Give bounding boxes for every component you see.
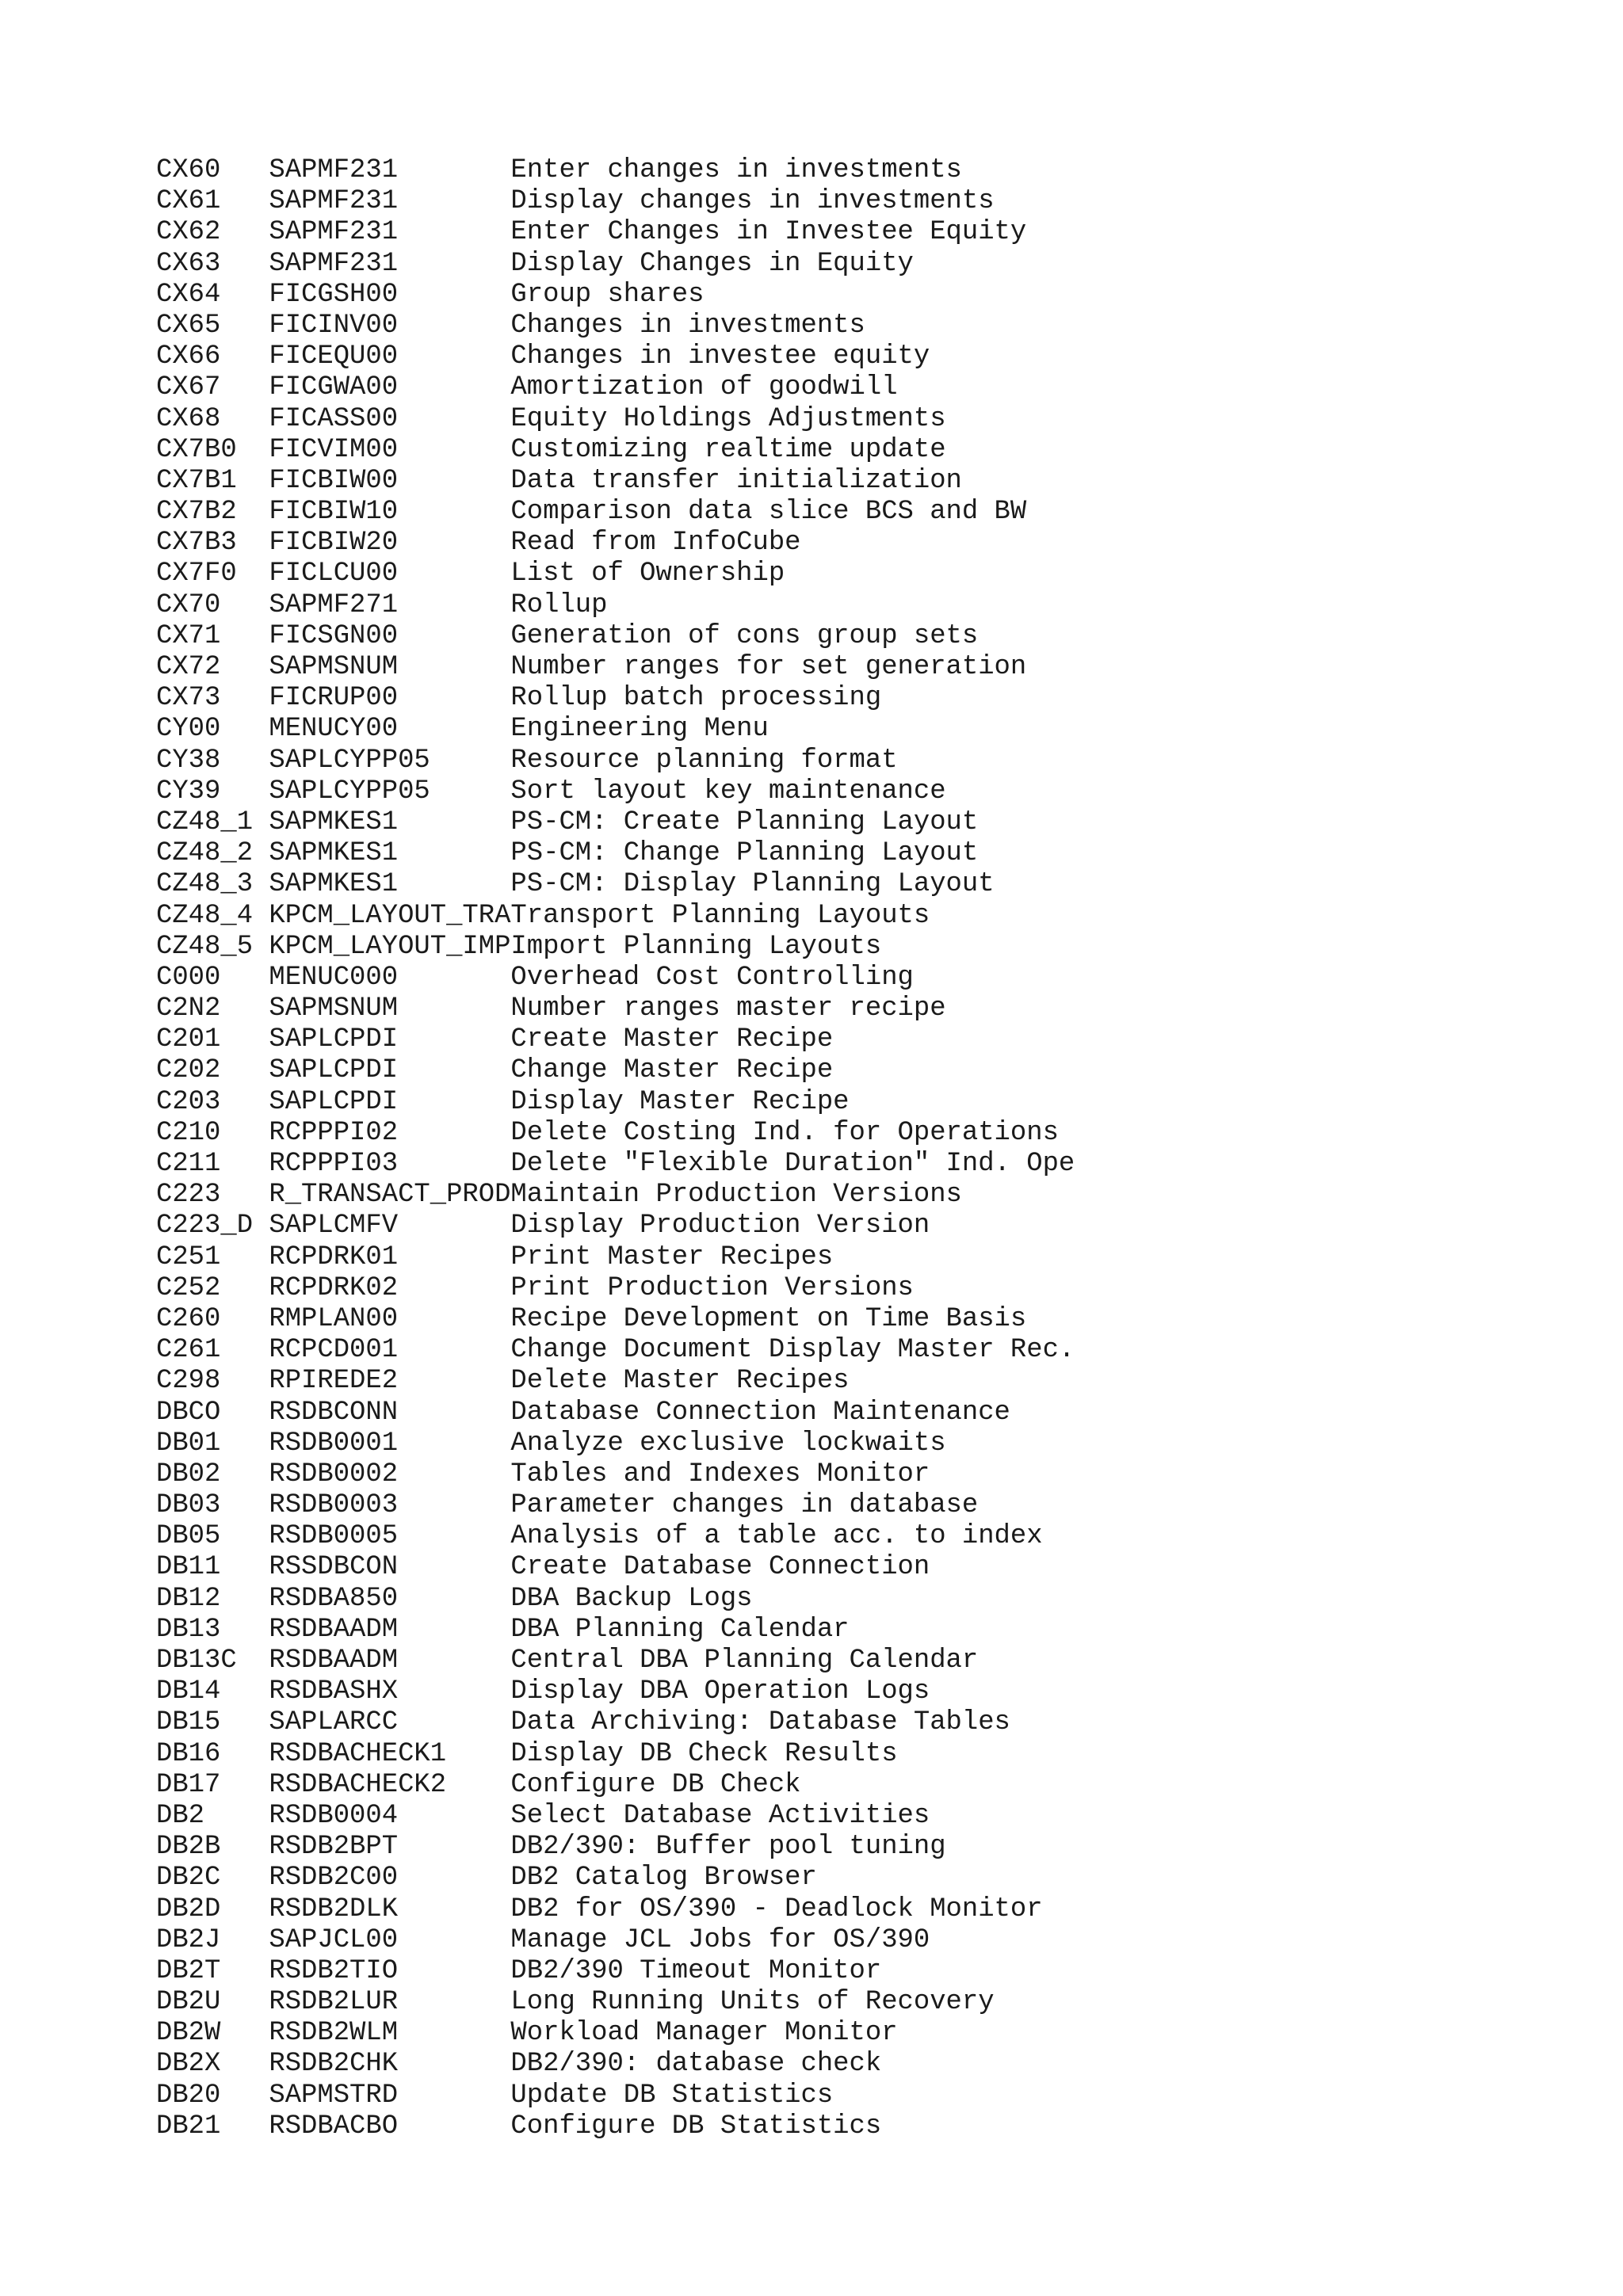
listing-line: CX68 FICASS00 Equity Holdings Adjustments bbox=[156, 403, 946, 434]
listing-line: C252 RCPDRK02 Print Production Versions bbox=[156, 1272, 914, 1303]
listing-line: C260 RMPLAN00 Recipe Development on Time Basis bbox=[156, 1303, 1027, 1334]
listing-line: DB15 SAPLARCC Data Archiving: Database Tables bbox=[156, 1707, 1010, 1738]
listing-line: C298 RPIREDE2 Delete Master Recipes bbox=[156, 1366, 850, 1397]
listing-line: CX71 FICSGN00 Generation of cons group sets bbox=[156, 620, 979, 651]
listing-line: DBCO RSDBCONN Database Connection Maintenance bbox=[156, 1397, 1010, 1428]
listing-line: CX61 SAPMF231 Display changes in investments bbox=[156, 186, 995, 217]
listing-line: C000 MENUC000 Overhead Cost Controlling bbox=[156, 962, 914, 993]
listing-line: CZ48_3 SAPMKES1 PS-CM: Display Planning Layout bbox=[156, 869, 995, 900]
listing-line: C223 R_TRANSACT_PRODMaintain Production Versions bbox=[156, 1180, 962, 1211]
listing-line: DB2J SAPJCL00 Manage JCL Jobs for OS/390 bbox=[156, 1924, 930, 1955]
listing-line: DB12 RSDBA850 DBA Backup Logs bbox=[156, 1583, 753, 1614]
listing-line: C202 SAPLCPDI Change Master Recipe bbox=[156, 1055, 834, 1086]
listing-line: DB2W RSDB2WLM Workload Manager Monitor bbox=[156, 2018, 898, 2049]
listing-line: CX72 SAPMSNUM Number ranges for set generation bbox=[156, 652, 1027, 682]
listing-line: DB13C RSDBAADM Central DBA Planning Calendar bbox=[156, 1646, 979, 1676]
listing-line: CX7B3 FICBIW20 Read from InfoCube bbox=[156, 528, 801, 559]
listing-line: CX7F0 FICLCU00 List of Ownership bbox=[156, 559, 785, 589]
listing-line: C223_D SAPLCMFV Display Production Version bbox=[156, 1211, 930, 1241]
listing-line: DB2T RSDB2TIO DB2/390 Timeout Monitor bbox=[156, 1955, 882, 1986]
listing-line: DB2C RSDB2C00 DB2 Catalog Browser bbox=[156, 1863, 817, 1894]
listing-line: CX73 FICRUP00 Rollup batch processing bbox=[156, 683, 882, 714]
listing-line: CY38 SAPLCYPP05 Resource planning format bbox=[156, 745, 898, 776]
listing-line: C203 SAPLCPDI Display Master Recipe bbox=[156, 1086, 850, 1117]
listing-line: DB20 SAPMSTRD Update DB Statistics bbox=[156, 2080, 834, 2111]
listing-line: DB03 RSDB0003 Parameter changes in database bbox=[156, 1490, 979, 1521]
listing-line: CX62 SAPMF231 Enter Changes in Investee Equity bbox=[156, 217, 1027, 248]
listing-line: CX7B2 FICBIW10 Comparison data slice BCS and BW bbox=[156, 497, 1027, 528]
listing-line: CX64 FICGSH00 Group shares bbox=[156, 279, 705, 310]
listing-line: DB05 RSDB0005 Analysis of a table acc. to index bbox=[156, 1521, 1043, 1552]
listing-line: C211 RCPPPI03 Delete "Flexible Duration" Ind. Ope bbox=[156, 1149, 1075, 1179]
listing-line: DB2X RSDB2CHK DB2/390: database check bbox=[156, 2049, 882, 2080]
listing-line: CX7B0 FICVIM00 Customizing realtime update bbox=[156, 434, 946, 465]
listing-line: CX66 FICEQU00 Changes in investee equity bbox=[156, 341, 930, 372]
listing-line: C261 RCPCD001 Change Document Display Master Rec. bbox=[156, 1335, 1075, 1366]
listing-line: DB2D RSDB2DLK DB2 for OS/390 - Deadlock Monitor bbox=[156, 1894, 1043, 1924]
listing-line: CY39 SAPLCYPP05 Sort layout key maintenance bbox=[156, 776, 946, 807]
listing-line: CX7B1 FICBIW00 Data transfer initialization bbox=[156, 465, 962, 496]
listing-line: DB17 RSDBACHECK2 Configure DB Check bbox=[156, 1769, 801, 1800]
listing-line: C2N2 SAPMSNUM Number ranges master recipe bbox=[156, 994, 946, 1024]
listing-line: CY00 MENUCY00 Engineering Menu bbox=[156, 714, 769, 745]
listing-line: CX70 SAPMF271 Rollup bbox=[156, 589, 608, 620]
listing-line: DB02 RSDB0002 Tables and Indexes Monitor bbox=[156, 1459, 930, 1489]
listing-line: CZ48_5 KPCM_LAYOUT_IMPImport Planning Layouts bbox=[156, 931, 882, 962]
listing-line: CX60 SAPMF231 Enter changes in investments bbox=[156, 155, 962, 185]
listing-line: CZ48_4 KPCM_LAYOUT_TRATransport Planning Layouts bbox=[156, 900, 930, 931]
listing-line: C210 RCPPPI02 Delete Costing Ind. for Operations bbox=[156, 1117, 1059, 1148]
transaction-code-listing bbox=[156, 155, 1075, 2142]
listing-line: CX65 FICINV00 Changes in investments bbox=[156, 310, 865, 341]
listing-line: DB14 RSDBASHX Display DBA Operation Logs bbox=[156, 1676, 930, 1707]
listing-line: DB2B RSDB2BPT DB2/390: Buffer pool tuning bbox=[156, 1832, 946, 1863]
listing-line: CX67 FICGWA00 Amortization of goodwill bbox=[156, 372, 898, 403]
listing-line: DB01 RSDB0001 Analyze exclusive lockwaits bbox=[156, 1428, 946, 1459]
listing-line: DB11 RSSDBCON Create Database Connection bbox=[156, 1552, 930, 1583]
listing-line: DB16 RSDBACHECK1 Display DB Check Results bbox=[156, 1738, 898, 1769]
listing-line: DB2 RSDB0004 Select Database Activities bbox=[156, 1800, 930, 1831]
listing-line: CX63 SAPMF231 Display Changes in Equity bbox=[156, 248, 914, 279]
listing-line: C251 RCPDRK01 Print Master Recipes bbox=[156, 1241, 834, 1272]
listing-line: CZ48_2 SAPMKES1 PS-CM: Change Planning Layout bbox=[156, 838, 979, 869]
listing-line: CZ48_1 SAPMKES1 PS-CM: Create Planning Layout bbox=[156, 807, 979, 837]
listing-line: DB2U RSDB2LUR Long Running Units of Recovery bbox=[156, 1987, 995, 2018]
listing-line: DB13 RSDBAADM DBA Planning Calendar bbox=[156, 1614, 850, 1645]
listing-line: DB21 RSDBACBO Configure DB Statistics bbox=[156, 2111, 882, 2142]
listing-line: C201 SAPLCPDI Create Master Recipe bbox=[156, 1024, 834, 1055]
